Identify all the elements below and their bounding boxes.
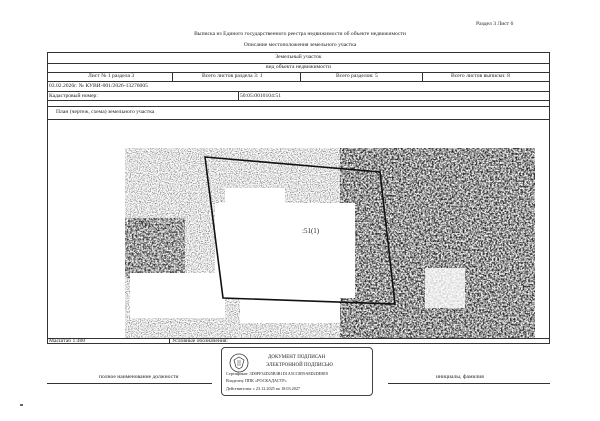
sheets-total: Всего листов выписки: 8	[451, 73, 510, 79]
validity-line: Действителен: с 23.12.2025 по 18.03.2027	[226, 386, 301, 391]
date-number: 03.02.2026г. № КУВИ-001/2026-13276005	[49, 83, 148, 89]
sections-total: Всего разделов: 5	[336, 73, 378, 79]
cadastral-number: 50:05:0010104:51	[240, 93, 282, 99]
owner-line: Владелец: ППК «РОСКАДАСТР»	[226, 378, 287, 383]
plan-label: План (чертеж, схема) земельного участка	[56, 109, 155, 115]
sheet-number: Лист № 1 раздела 3	[88, 73, 135, 79]
cadastral-label: Кадастровый номер:	[49, 93, 98, 99]
parcel-plan-map	[125, 148, 535, 338]
object-type: Земельный участок	[275, 54, 322, 60]
neighbor-parcel-label: :67(1)	[133, 220, 151, 228]
section-sheet-label: Раздел 3 Лист 6	[476, 21, 514, 27]
signed-line-2: ЭЛЕКТРОННОЙ ПОДПИСЬЮ	[266, 363, 333, 368]
name-caption: инициалы, фамилия	[436, 374, 484, 380]
sheets-in-section: Всего листов раздела 3: 1	[202, 73, 263, 79]
scale-label: Масштаб 1:400	[49, 338, 86, 344]
parcel-label: :51(1)	[302, 227, 320, 235]
legend-label: Условные обозначения:	[172, 338, 228, 344]
document-title: Выписка из Единого государственного реестра недвижимости об объекте недвижимости	[194, 31, 406, 37]
document-subtitle: Описание местоположения земельного участка	[243, 42, 357, 48]
position-caption: полное наименование должности	[99, 374, 179, 380]
certificate-line: Сертификат: 3D0FF34D25B3B1D1A5CCB59A8D2DE8E0	[226, 371, 328, 376]
object-type-caption: вид объекта недвижимости	[266, 64, 331, 70]
signed-line-1: ДОКУМЕНТ ПОДПИСАН	[268, 355, 326, 360]
scan-artifact	[20, 404, 23, 406]
electronic-signature-stamp	[221, 347, 373, 396]
